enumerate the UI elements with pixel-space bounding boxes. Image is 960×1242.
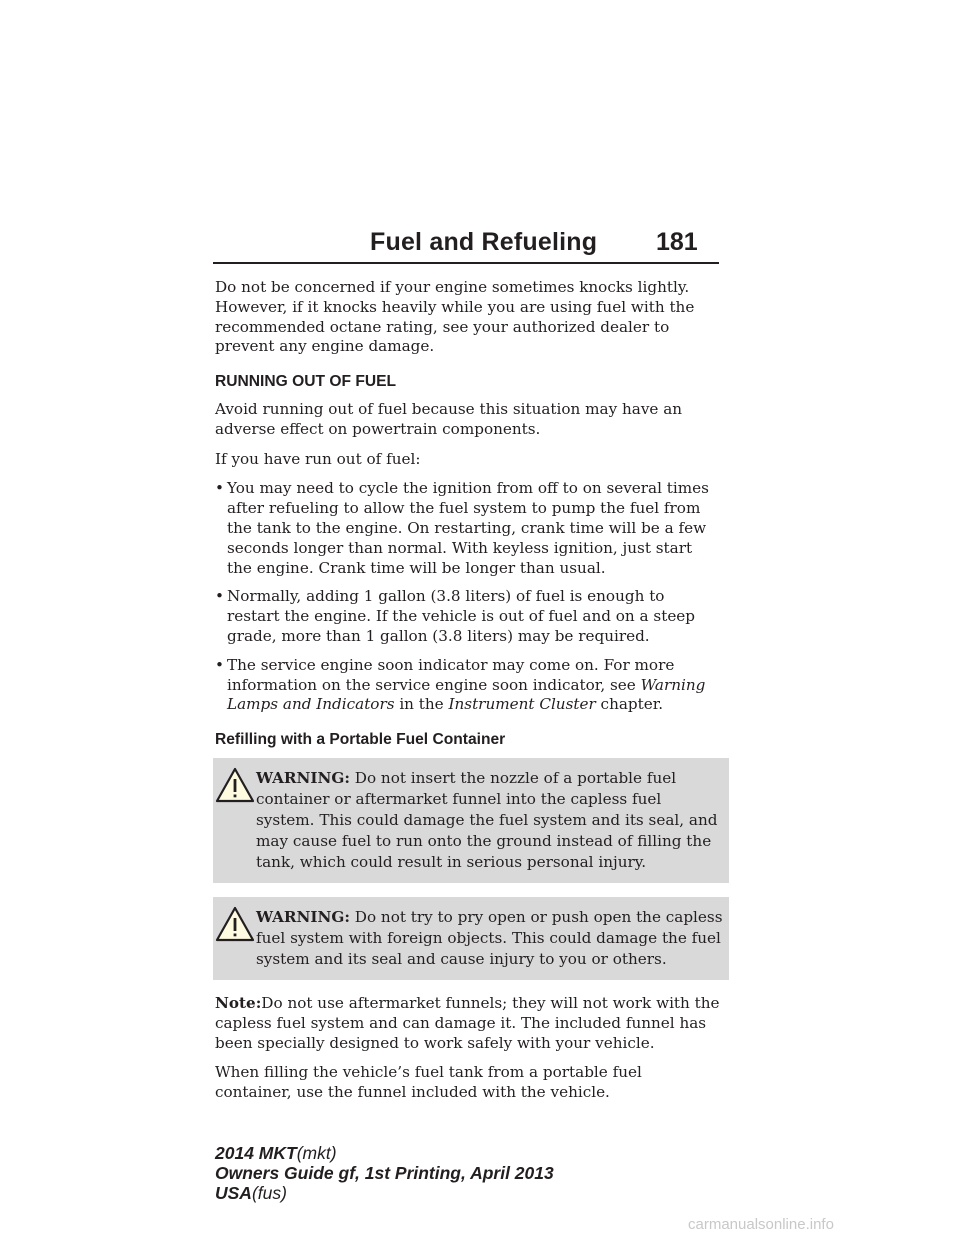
footer-market: USA	[215, 1183, 252, 1203]
bullet-text-before: The service engine soon indicator may come on. For more information on the service engine soon indicator, see	[227, 655, 675, 694]
bullet-dot: •	[215, 587, 224, 606]
bullet-dot: •	[215, 655, 224, 674]
bullet-text: Normally, adding 1 gallon (3.8 liters) of fuel is enough to restart the engine. If the vehicle is out of fuel and on a steep grade, more than 1 gallon (3.8 liters) may be required.	[227, 587, 696, 645]
footer-model: 2014 MKT	[215, 1143, 297, 1163]
warning-label: WARNING:	[256, 907, 350, 926]
page-content	[215, 278, 723, 1113]
note-label: Note:	[215, 993, 262, 1012]
warning-label: WARNING:	[256, 768, 350, 787]
warning-triangle-icon	[215, 906, 255, 942]
warning-box	[213, 758, 729, 883]
warning-box	[213, 897, 729, 980]
section-title: Fuel and Refueling	[370, 228, 598, 256]
running-out-paragraph: Avoid running out of fuel because this situation may have an adverse effect on powertrain components.	[215, 399, 683, 438]
print-footer	[215, 1143, 554, 1203]
heading-running-out-of-fuel: RUNNING OUT OF FUEL	[215, 373, 397, 391]
footer-model-code: (mkt)	[296, 1143, 337, 1163]
bullet-text: You may need to cycle the ignition from off to on several times after refueling to allow the fuel system to pump the fuel from the tank to the engine. On restarting, crank time will be a few seconds longer than normal. With keyless ignition, just start the engine. Crank time will be longer than usual.	[227, 479, 709, 577]
footer-market-code: (fus)	[251, 1183, 287, 1203]
header-rule	[213, 262, 719, 264]
list-item	[215, 479, 720, 578]
footer-edition: Owners Guide gf, 1st Printing, April 2013	[215, 1163, 554, 1183]
warning-text: Do not insert the nozzle of a portable fuel container or aftermarket funnel into the capless fuel system. This could damage the fuel system and its seal, and may cause fuel to run onto the ground instead of filling the tank, which could result in serious personal injury.	[256, 768, 718, 871]
warning-text: Do not try to pry open or push open the capless fuel system with foreign objects. This could damage the fuel system and its seal and cause injury to you or others.	[256, 907, 723, 968]
heading-portable-container: Refilling with a Portable Fuel Container	[215, 731, 506, 749]
bullet-text-middle: in the	[394, 695, 449, 714]
note-text: Do not use aftermarket funnels; they will not work with the capless fuel system and can damage it. The included funnel has been specially designed to work safely with your vehicle.	[215, 993, 720, 1052]
warning-triangle-icon	[215, 767, 255, 803]
list-item	[215, 656, 720, 715]
cross-reference-instrument-cluster[interactable]: Instrument Cluster	[448, 695, 596, 714]
intro-paragraph: Do not be concerned if your engine sometimes knocks lightly. However, if it knocks heavily while you are using fuel with the recommended octane rating, see your authorized dealer to prevent any engine damage.	[215, 278, 695, 356]
watermark: carmanualsonline.info	[688, 1216, 834, 1233]
bullet-dot: •	[215, 479, 224, 498]
run-out-lead-in: If you have run out of fuel:	[215, 449, 421, 468]
closing-paragraph: When filling the vehicle’s fuel tank from a portable fuel container, use the funnel included with the vehicle.	[215, 1063, 642, 1102]
cross-reference-warning-lamps[interactable]: Warning Lamps and Indicators	[227, 675, 706, 714]
list-item	[215, 587, 720, 646]
bullet-list	[215, 479, 720, 715]
page-number: 181	[656, 228, 698, 256]
note-paragraph	[215, 994, 720, 1053]
bullet-text-after: chapter.	[595, 695, 664, 714]
